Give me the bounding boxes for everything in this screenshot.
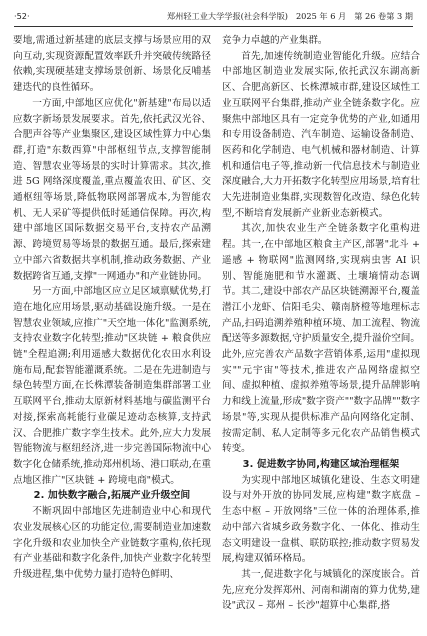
paragraph: 为实现中部地区城镇化建设、生态文明建设与对外开放的协同发展,应构建"数字底盘 – 生态中枢 – 开放网络"三位一体的治理体系,推动中部六省城乡政务数字化、一体化、推动生态文明建设一盘棋、联防联控;推动数字贸易发展,构建双循环格局。 bbox=[222, 474, 420, 565]
paragraph: 首先,加速传统制造业智能化升级。应结合中部地区制造业发展实际,依托武汉东湖高新区、合肥高新区、长株潭城市群,建设区域性工业互联网平台集群,推动产业全链条数字化。应聚焦中部地区具有一定竞争优势的产业,如通用和专用设备制造、汽车制造、运输设备制造、医药和化学制造、电气机械和器材制造、计算机和通信电子等,推动新一代信息技术与制造业深度融合,大力开拓数字化转型应用场景,培育壮大先进制造业集群,实现数智化改造、绿色化转型,不断培育发展新产业新业态新模式。 bbox=[222, 50, 420, 219]
right-column bbox=[222, 33, 420, 629]
issue-date: 2025 年 6 月 bbox=[295, 11, 347, 21]
page-number: ·52· bbox=[14, 11, 30, 21]
left-column bbox=[13, 33, 211, 629]
paragraph: 另一方面,中部地区应立足区域禀赋优势,打造在地化应用场景,驱动基础设施升级。一是在智慧农业领域,应推广"天空地一体化"监测系统,支持农业数字化转型;推动"区块链 + 粮食供应链"全程追溯;利用遥感大数据优化农田水利设施布局,配套智能灌溉系统。二是在先进制造与绿色转型方面,在长株潭装备制造集群部署工业互联网平台,推动太原新材料基地与碳监测平台对接,探索高耗能行业碳足迹动态核算,支持武汉、合肥推广数字孪生技术。此外,应大力发展智能物流与枢纽经济,进一步完善国际物流中心数字化仓储系统,推动郑州机场、港口联动,在重点地区推广"区块链 + 跨境电商"模式。 bbox=[13, 286, 211, 486]
journal-name: 郑州轻工业大学学报(社会科学版) bbox=[166, 11, 288, 21]
volume-issue: 第 26 卷第 3 期 bbox=[354, 11, 413, 21]
paragraph: 不断巩固中部地区先进制造业中心和现代农业发展核心区的功能定位,需要制造业加速数字化升级和农业加快全产业链数字重构,依托现有产业基础和数字化条件,加快产业数字化转型升级进程,集中优势力量打造特色鲜明、 bbox=[13, 506, 211, 580]
paragraph: 其一,促进数字化与城镇化的深度嵌合。首先,应充分发挥郑州、河南和湖南的算力优势,建设"武汉 – 郑州 – 长沙"超算中心集群,搭 bbox=[222, 568, 420, 612]
paragraph: 要地,需通过新基建的底层支撑与场景应用的双向互动,实现资源配置效率跃升并突破传统路径依赖,实现硬基建支撑场景创新、场景化反哺基建迭代的良性循环。 bbox=[13, 35, 211, 94]
paragraph: 竞争力卓越的产业集群。 bbox=[222, 35, 328, 46]
paragraph: 其次,加快农业生产全链条数字化重构进程。其一,在中部地区粮食主产区,部署"北斗 + 遥感 + 物联网"监测网络,实现病虫害 AI 识别、智能施肥和节水灌溉、土壤墒情动态调节。其二,建设中部农产品区块链溯源平台,覆盖潜江小龙虾、信阳毛尖、赣南脐橙等地理标志产品,扫码追溯养殖种植环境、加工流程、物流配送等多源数据,守护质量安全,提升溢价空间。此外,应完善农产品数字营销体系,运用"虚拟现实""元宇宙"等技术,推进农产品网络虚拟空间、虚拟种植、虚拟养殖等场景,提升品牌影响力和线上流量,形成"数字资产""数字品牌""数字场景"等,实现从提供标准产品向网络化定制、按需定制、私人定制等多元化农产品销售模式转变。 bbox=[222, 223, 420, 455]
paragraph: 一方面,中部地区应优化"新基建"布局以适应数字新场景发展要求。首先,依托武汉光谷、合肥声谷等产业集聚区,建设区域性算力中心集群,打造"东数西算"中部枢纽节点,支撑智能制造、智慧农业等场景的实时计算需求。其次,推进 5G 网络深度覆盖,重点覆盖农田、矿区、交通枢纽等场景,降低物联网部署成本,为智能农机、无人采矿等提供低时延通信保障。再次,构建中部地区国际数据交易平台,支持农产品溯源、跨境贸易等场景的数据互通。最后,探索建立中部六省数据共享机制,推动政务数据、产业数据跨省互通,支撑"一网通办"和产业链协同。 bbox=[13, 97, 211, 282]
journal-info bbox=[159, 11, 413, 22]
section-heading: 2. 加快数字融合,拓展产业升级空间 bbox=[33, 490, 191, 502]
section-heading: 3. 促进数字协同,构建区域治理框架 bbox=[242, 458, 400, 470]
running-header bbox=[14, 8, 413, 27]
